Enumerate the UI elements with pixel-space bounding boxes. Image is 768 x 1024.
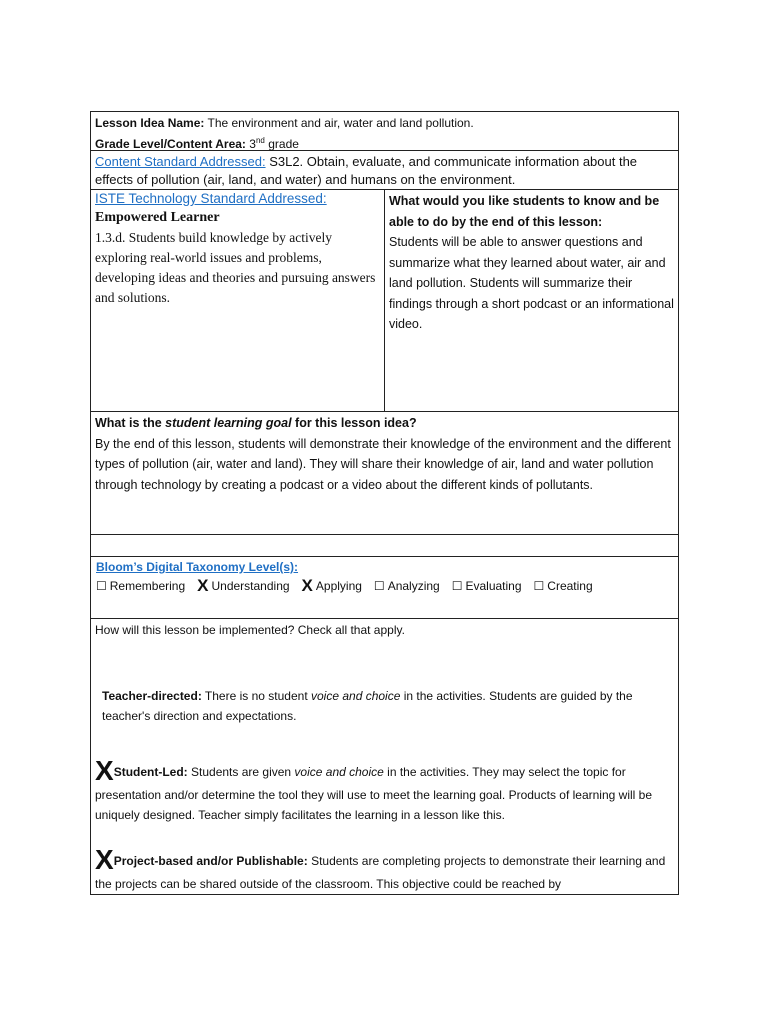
lesson-plan-table: [90, 111, 679, 895]
teacher-directed-em: voice and choice: [311, 689, 401, 703]
student-led-pre: Students are given: [187, 765, 295, 779]
iste-standard-link[interactable]: ISTE Technology Standard Addressed:: [95, 191, 327, 206]
bloom-row: [91, 557, 678, 619]
empty-row: [91, 535, 678, 557]
student-led-post: in the activities. They may select the topic for presentation and/or determine the tool they will use to meet the learning goal. Products of learning will be uniquely designed. Teacher simply facilitates the learning in a lesson like this.: [95, 765, 652, 822]
teacher-directed-post: in the activities. Students are guided by the teacher's direction and expectations.: [102, 689, 633, 723]
goal-heading-pre: What is the: [95, 416, 166, 430]
goal-heading-post: for this lesson idea?: [291, 416, 417, 430]
bloom-option-label: Evaluating: [465, 579, 522, 593]
goal-text: By the end of this lesson, students will demonstrate their knowledge of the environment and the different types of pollution (air, water and land). They will share their knowledge of air, land and water pollution through technology by creating a podcast or a video about the different kinds of pollutants.: [95, 436, 671, 492]
standards-row: [91, 190, 678, 412]
teacher-directed-pre: There is no student: [201, 689, 311, 703]
student-led-label: Student-Led:: [113, 765, 188, 779]
bloom-option-label: Creating: [547, 579, 593, 593]
bloom-taxonomy-link[interactable]: Bloom’s Digital Taxonomy Level(s):: [96, 560, 299, 574]
grade-suffix: nd: [255, 136, 265, 145]
bloom-option-label: Remembering: [109, 579, 186, 593]
checkbox-icon: ☐: [451, 579, 463, 593]
x-mark-icon: X: [197, 576, 209, 595]
iste-text: 1.3.d. Students build knowledge by actively exploring real-world issues and problems, developing ideas and theories and pursuing answers and solutions.: [95, 230, 376, 305]
bloom-options: [96, 578, 673, 594]
lesson-name-label: Lesson Idea Name:: [95, 116, 205, 130]
content-standard-link[interactable]: Content Standard Addressed:: [95, 154, 266, 169]
lesson-name-value: The environment and air, water and land pollution.: [207, 116, 474, 130]
student-led-option[interactable]: [95, 757, 672, 825]
goal-heading-em: student learning goal: [165, 416, 292, 430]
grade-line: [95, 132, 674, 153]
bloom-option-label: Understanding: [211, 579, 290, 593]
bloom-option-evaluating[interactable]: [452, 579, 522, 593]
project-based-label: Project-based and/or Publishable:: [113, 854, 308, 868]
teacher-directed-label: Teacher-directed:: [102, 689, 202, 703]
project-based-option[interactable]: [95, 846, 672, 894]
lesson-name-line: [95, 114, 674, 132]
student-led-em: voice and choice: [294, 765, 384, 779]
checkbox-icon: ☐: [373, 579, 385, 593]
bloom-option-remembering[interactable]: [96, 579, 185, 593]
iste-cell: [91, 190, 384, 308]
goal-heading: [95, 413, 674, 434]
bloom-option-analyzing[interactable]: [374, 579, 440, 593]
know-do-cell: [385, 190, 678, 336]
implementation-row: [91, 619, 678, 894]
grade-value: grade: [268, 137, 299, 151]
bloom-option-creating[interactable]: [534, 579, 593, 593]
checkbox-icon: ☐: [533, 579, 545, 593]
bloom-option-understanding[interactable]: [197, 578, 289, 594]
know-do-text: Students will be able to answer questions and summarize what they learned about water, air and land pollution. Students will summarize their findings through a short podcast or an informational video.: [389, 235, 674, 331]
checkbox-icon: ☐: [96, 579, 107, 593]
bloom-option-label: Analyzing: [387, 579, 440, 593]
grade-label: Grade Level/Content Area:: [95, 137, 246, 151]
learning-goal-row: [91, 412, 678, 535]
bloom-option-label: Applying: [315, 579, 362, 593]
iste-heading: Empowered Learner: [95, 210, 220, 225]
x-mark-icon: X: [95, 755, 114, 786]
content-standard-row: [91, 151, 678, 190]
lesson-info-row: [91, 112, 678, 151]
know-do-heading: What would you like students to know and be able to do by the end of this lesson:: [389, 194, 660, 229]
teacher-directed-option[interactable]: [102, 686, 672, 726]
x-mark-icon: X: [301, 576, 313, 595]
project-based-text: Students are completing projects to demonstrate their learning and the projects can be shared outside of the classroom. This objective could be reached by: [95, 854, 666, 891]
bloom-option-applying[interactable]: [302, 578, 362, 594]
x-mark-icon: X: [95, 844, 114, 875]
content-standard-text: S3L2. Obtain, evaluate, and communicate information about the effects of pollution (air, land, and water) and humans on the environment.: [95, 154, 638, 187]
grade-number: 3: [249, 137, 256, 151]
implementation-question: How will this lesson be implemented? Check all that apply.: [95, 623, 405, 637]
